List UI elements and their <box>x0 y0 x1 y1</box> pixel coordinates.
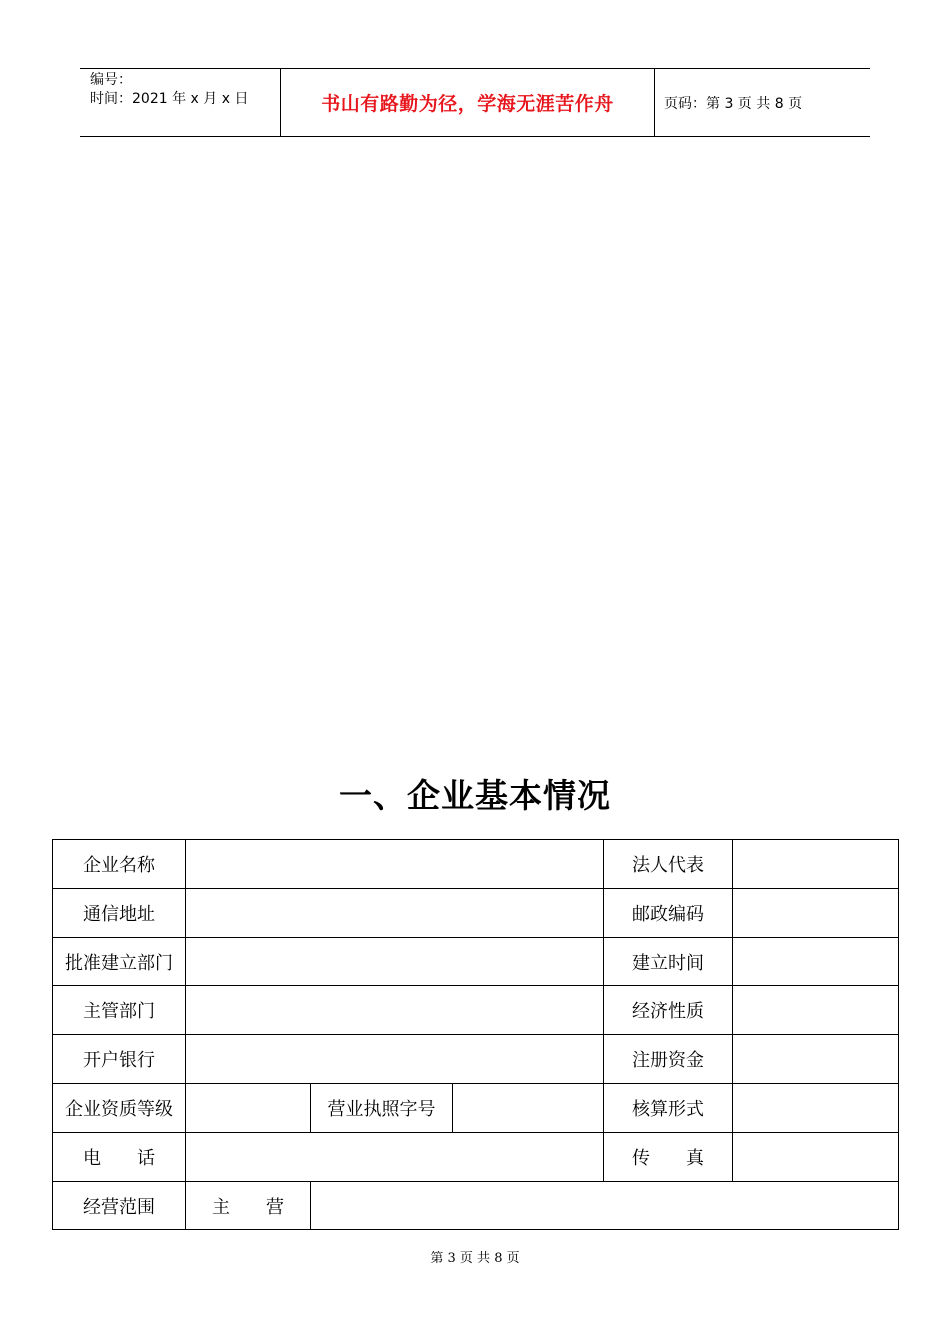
supervising-dept-field[interactable] <box>186 986 603 1034</box>
address-label: 通信地址 <box>83 904 155 925</box>
header-page-cell <box>655 69 870 136</box>
company-name-field[interactable] <box>186 840 603 888</box>
accounting-form-field[interactable] <box>733 1084 898 1132</box>
header-meta-cell <box>80 69 281 136</box>
bank-field[interactable] <box>186 1035 603 1083</box>
main-business-label: 主 营 <box>212 1196 284 1218</box>
economic-nature-field[interactable] <box>733 986 898 1034</box>
supervising-dept-label: 主管部门 <box>83 1001 155 1022</box>
legal-rep-field[interactable] <box>733 840 898 888</box>
approving-dept-field[interactable] <box>186 938 603 985</box>
fax-label: 传 真 <box>632 1148 704 1169</box>
phone-field[interactable] <box>186 1133 603 1181</box>
phone-label: 电 话 <box>83 1148 155 1169</box>
registered-capital-field[interactable] <box>733 1035 898 1083</box>
registered-capital-label: 注册资金 <box>632 1050 704 1071</box>
approving-dept-label: 批准建立部门 <box>65 952 173 974</box>
header-page-info: 页码：第 3 页 共 8 页 <box>664 95 803 112</box>
qualification-level-label: 企业资质等级 <box>65 1099 173 1120</box>
address-field[interactable] <box>186 889 603 937</box>
license-number-field[interactable] <box>453 1084 603 1132</box>
legal-rep-label: 法人代表 <box>632 855 704 876</box>
postal-code-field[interactable] <box>733 889 898 937</box>
main-business-field[interactable] <box>311 1182 898 1229</box>
founded-time-label: 建立时间 <box>632 952 704 974</box>
page-header <box>80 68 870 137</box>
company-name-label: 企业名称 <box>83 855 155 876</box>
page-footer: 第 3 页 共 8 页 <box>430 1251 520 1266</box>
qualification-level-field[interactable] <box>186 1084 310 1132</box>
date-label: 时间：2021 年 x 月 x 日 <box>90 91 249 107</box>
fax-field[interactable] <box>733 1133 898 1181</box>
economic-nature-label: 经济性质 <box>632 1001 704 1022</box>
motto-text: 书山有路勤为径，学海无涯苦作舟 <box>321 93 614 115</box>
founded-time-field[interactable] <box>733 938 898 985</box>
company-info-table <box>52 839 899 1230</box>
business-scope-label: 经营范围 <box>83 1196 155 1218</box>
header-motto-cell <box>281 69 655 136</box>
postal-code-label: 邮政编码 <box>632 904 704 925</box>
bank-label: 开户银行 <box>83 1050 155 1071</box>
license-number-label: 营业执照字号 <box>327 1099 436 1120</box>
section-title: 一、企业基本情况 <box>339 776 611 815</box>
serial-number-label: 编号： <box>90 72 132 88</box>
accounting-form-label: 核算形式 <box>632 1099 704 1120</box>
